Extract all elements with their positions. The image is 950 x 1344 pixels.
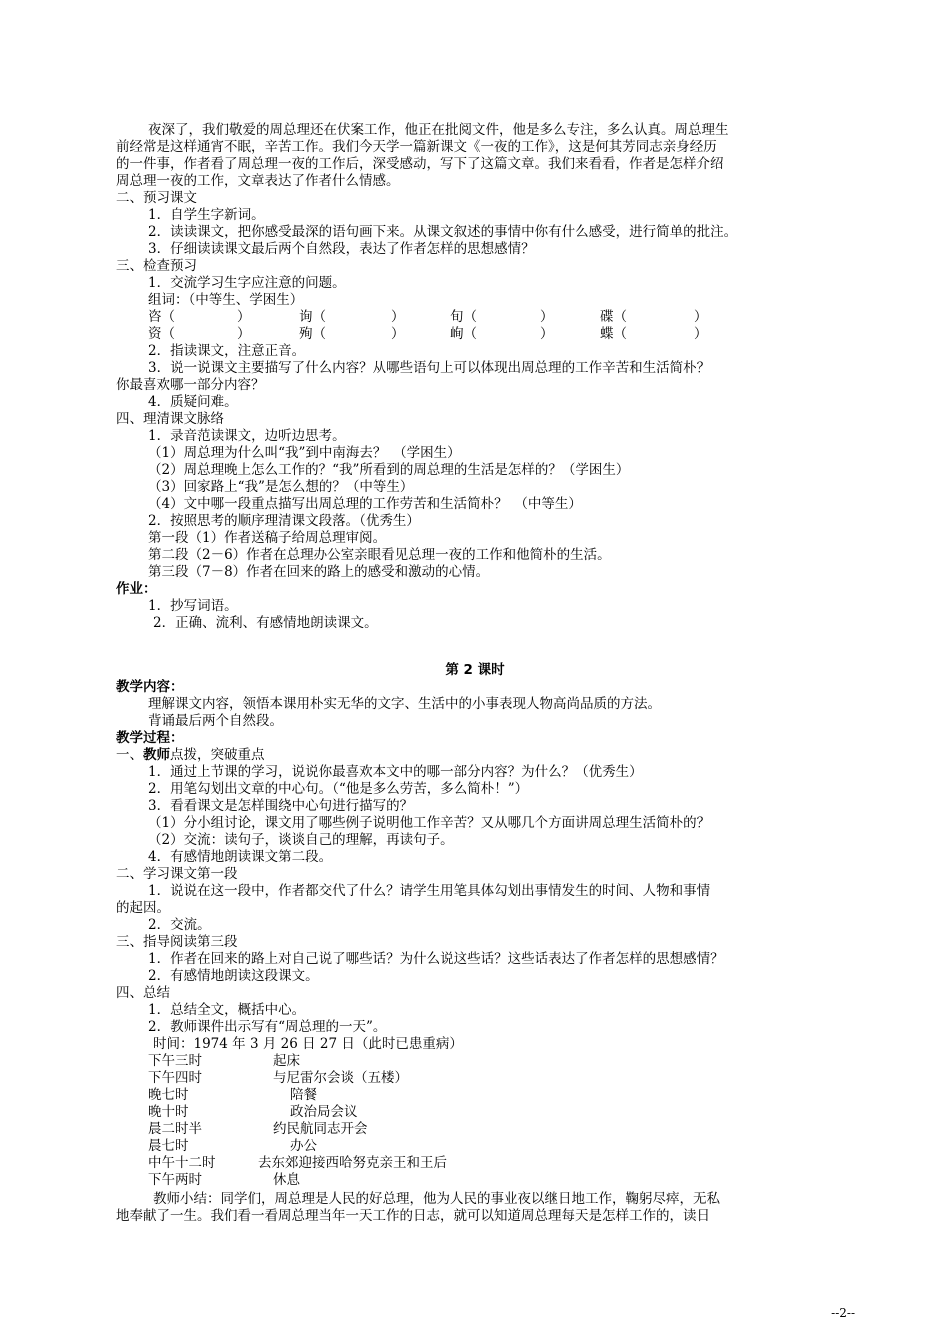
lesson-heading: 第 2 课时 bbox=[445, 662, 505, 678]
question-item: （3）回家路上“我”是怎么想的？（中等生） bbox=[148, 479, 414, 495]
schedule-time: 下午三时 bbox=[148, 1053, 202, 1069]
word-cell: 殉（ bbox=[299, 326, 326, 342]
word-blank: ） bbox=[391, 309, 405, 325]
word-cell: 蝶（ bbox=[600, 326, 627, 342]
list-item: 1．总结全文，概括中心。 bbox=[148, 1002, 306, 1018]
schedule-time: 晚十时 bbox=[148, 1104, 189, 1120]
paragraph-division: 第二段（2－6）作者在总理办公室亲眼看见总理一夜的工作和他简朴的生活。 bbox=[148, 547, 611, 563]
schedule-time: 晨二时半 bbox=[148, 1121, 202, 1137]
list-item: 1．作者在回来的路上对自己说了哪些话？为什么说这些话？这些话表达了作者怎样的思想感情？ bbox=[148, 951, 724, 967]
schedule-time: 下午四时 bbox=[148, 1070, 202, 1086]
list-item: 3．看看课文是怎样围绕中心句进行描写的？ bbox=[148, 798, 414, 814]
section-heading: 二、学习课文第一段 bbox=[116, 866, 238, 882]
section-heading bbox=[116, 747, 265, 764]
summary-line-1: 教师小结：同学们，周总理是人民的好总理，他为人民的事业夜以继日地工作，鞠躬尽瘁，无私 bbox=[153, 1191, 720, 1207]
list-item: 2．有感情地朗读这段课文。 bbox=[148, 968, 319, 984]
schedule-event: 去东郊迎接西哈努克亲王和王后 bbox=[258, 1155, 447, 1171]
paragraph-division: 第一段（1）作者送稿子给周总理审阅。 bbox=[148, 530, 387, 546]
list-item: 2．教师课件出示写有“周总理的一天”。 bbox=[148, 1019, 387, 1035]
list-item: 4．有感情地朗读课文第二段。 bbox=[148, 849, 333, 865]
homework-item: 2．正确、流利、有感情地朗读课文。 bbox=[153, 615, 378, 631]
section-title-rest: 点拨，突破重点 bbox=[170, 747, 265, 763]
list-item: 2．用笔勾划出文章的中心句。（“他是多么劳苦，多么简朴！”） bbox=[148, 781, 529, 797]
list-item: 3．仔细读读课文最后两个自然段，表达了作者怎样的思想感情？ bbox=[148, 241, 535, 257]
section-heading: 二、预习课文 bbox=[116, 190, 197, 206]
section-heading: 四、总结 bbox=[116, 985, 170, 1001]
question-item: （1）周总理为什么叫“我”到中南海去？ （学困生） bbox=[148, 445, 461, 461]
list-item: （1）分小组讨论，课文用了哪些例子说明他工作辛苦？又从哪几个方面讲周总理生活简朴的？ bbox=[148, 815, 711, 831]
intro-line-2: 前经常是这样通宵不眠，辛苦工作。我们今天学一篇新课文《一夜的工作》，这是何其芳同志亲身经历 bbox=[116, 139, 717, 155]
word-cell: 询（ bbox=[299, 309, 326, 325]
question-item: （2）周总理晚上怎么工作的？“我”所看到的周总理的生活是怎样的？（学困生） bbox=[148, 462, 630, 478]
intro-line-1: 夜深了，我们敬爱的周总理还在伏案工作，他正在批阅文件，他是多么专注，多么认真。周总理生 bbox=[148, 122, 729, 138]
list-item: 1．录音范读课文，边听边思考。 bbox=[148, 428, 346, 444]
list-item: 2．指读课文，注意正音。 bbox=[148, 343, 306, 359]
schedule-time: 晚七时 bbox=[148, 1087, 189, 1103]
process-heading: 教学过程： bbox=[116, 730, 184, 746]
summary-line-2: 地奉献了一生。我们看一看周总理当年一天工作的日志，就可以知道周总理每天是怎样工作的，读日 bbox=[116, 1208, 710, 1224]
section-bold-word: 教师 bbox=[143, 747, 170, 763]
content-heading: 教学内容： bbox=[116, 679, 184, 695]
list-item-continued: 的起因。 bbox=[116, 900, 170, 916]
section-heading: 三、指导阅读第三段 bbox=[116, 934, 238, 950]
question-item: （4）文中哪一段重点描写出周总理的工作劳苦和生活简朴？ （中等生） bbox=[148, 496, 582, 512]
section-heading: 三、检查预习 bbox=[116, 258, 197, 274]
word-blank: ） bbox=[237, 309, 251, 325]
list-item: 4．质疑问难。 bbox=[148, 394, 238, 410]
list-item: 2．交流。 bbox=[148, 917, 211, 933]
word-blank: ） bbox=[237, 326, 251, 342]
intro-line-4: 周总理一夜的工作，文章表达了作者什么情感。 bbox=[116, 173, 400, 189]
schedule-time: 中午十二时 bbox=[148, 1155, 216, 1171]
list-item: 3．说一说课文主要描写了什么内容？从哪些语句上可以体现出周总理的工作辛苦和生活简朴？ bbox=[148, 360, 711, 376]
word-cell: 咨（ bbox=[148, 309, 175, 325]
word-cell: 资（ bbox=[148, 326, 175, 342]
homework-item: 1．抄写词语。 bbox=[148, 598, 238, 614]
schedule-date: 时间：1974 年 3 月 26 日 27 日（此时已患重病） bbox=[153, 1036, 463, 1052]
list-item: 1．自学生字新词。 bbox=[148, 207, 265, 223]
list-item: 2．读读课文，把你感受最深的语句画下来。从课文叙述的事情中你有什么感受，进行简单的批注。 bbox=[148, 224, 738, 240]
homework-heading: 作业： bbox=[116, 581, 157, 597]
content-line: 背诵最后两个自然段。 bbox=[148, 713, 283, 729]
word-blank: ） bbox=[540, 309, 554, 325]
schedule-time: 晨七时 bbox=[148, 1138, 189, 1154]
schedule-event: 与尼雷尔会谈（五楼） bbox=[273, 1070, 408, 1086]
word-blank: ） bbox=[540, 326, 554, 342]
paragraph-division: 第三段（7－8）作者在回来的路上的感受和激动的心情。 bbox=[148, 564, 490, 580]
list-item-continued: 你最喜欢哪一部分内容？ bbox=[116, 377, 265, 393]
page-number: --2-- bbox=[831, 1306, 855, 1320]
list-item: （2）交流：读句子，谈谈自己的理解，再读句子。 bbox=[148, 832, 454, 848]
section-heading: 四、理清课文脉络 bbox=[116, 411, 224, 427]
word-exercise-label: 组词：（中等生、学困生） bbox=[148, 292, 304, 308]
word-cell: 峋（ bbox=[450, 326, 477, 342]
schedule-event: 起床 bbox=[273, 1053, 300, 1069]
list-item: 1．交流学习生字应注意的问题。 bbox=[148, 275, 346, 291]
section-number: 一、 bbox=[116, 747, 143, 763]
intro-line-3: 的一件事，作者看了周总理一夜的工作后，深受感动，写下了这篇文章。我们来看看，作者是怎样介绍 bbox=[116, 156, 724, 172]
schedule-time: 下午两时 bbox=[148, 1172, 202, 1188]
schedule-event: 政治局会议 bbox=[290, 1104, 358, 1120]
schedule-event: 陪餐 bbox=[290, 1087, 317, 1103]
list-item: 1．说说在这一段中，作者都交代了什么？请学生用笔具体勾划出事情发生的时间、人物和事情 bbox=[148, 883, 711, 899]
word-blank: ） bbox=[694, 326, 708, 342]
word-blank: ） bbox=[694, 309, 708, 325]
word-cell: 碟（ bbox=[600, 309, 627, 325]
word-cell: 旬（ bbox=[450, 309, 477, 325]
list-item: 1．通过上节课的学习，说说你最喜欢本文中的哪一部分内容？为什么？（优秀生） bbox=[148, 764, 643, 780]
schedule-event: 约民航同志开会 bbox=[273, 1121, 368, 1137]
content-line: 理解课文内容，领悟本课用朴实无华的文字、生活中的小事表现人物高尚品质的方法。 bbox=[148, 696, 661, 712]
schedule-event: 休息 bbox=[273, 1172, 300, 1188]
word-blank: ） bbox=[391, 326, 405, 342]
schedule-event: 办公 bbox=[290, 1138, 317, 1154]
list-item: 2．按照思考的顺序理清课文段落。（优秀生） bbox=[148, 513, 420, 529]
